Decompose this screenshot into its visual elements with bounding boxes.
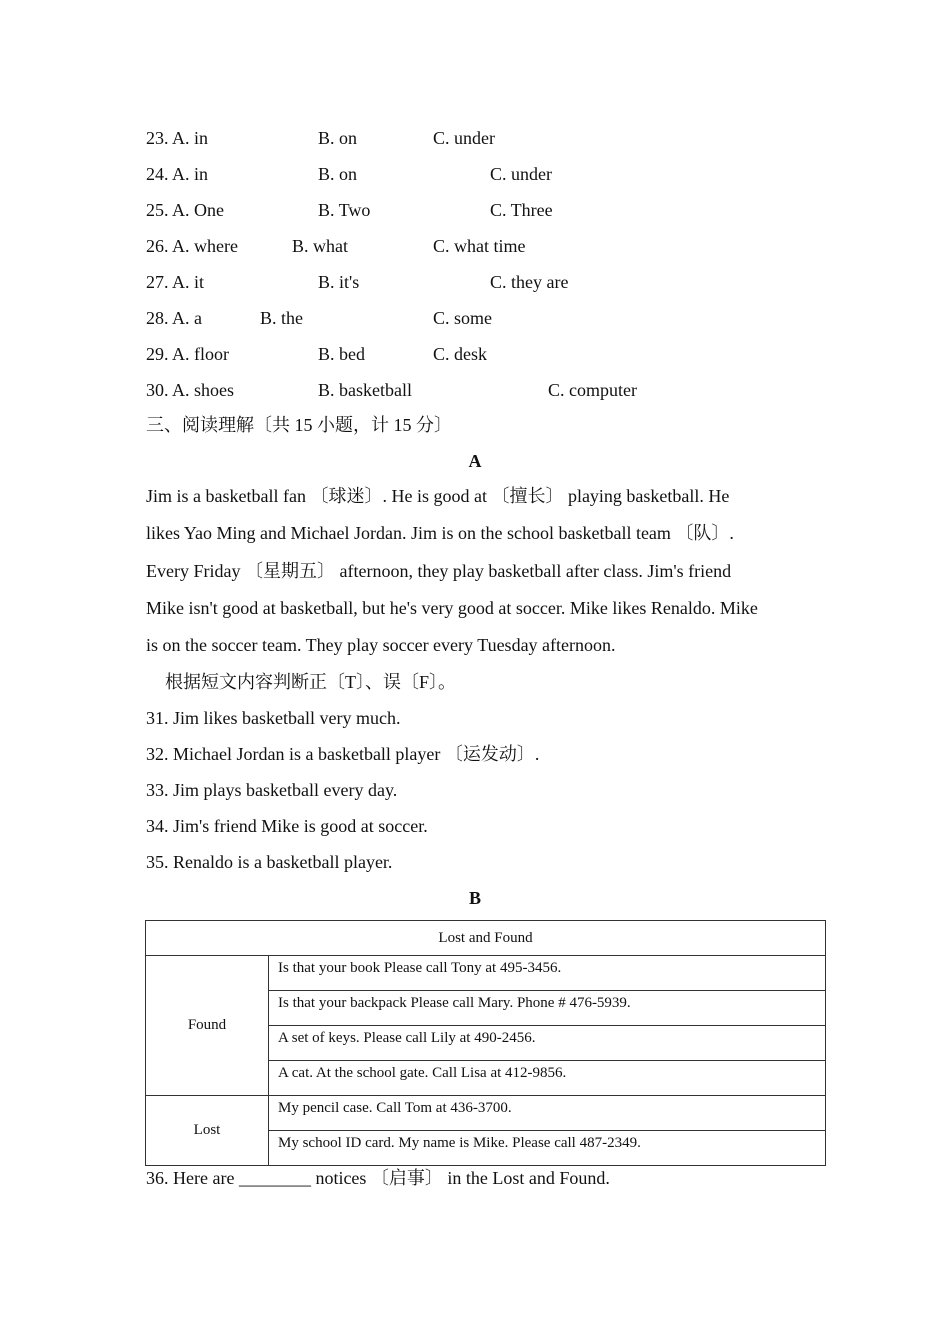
lost-item: My school ID card. My name is Mike. Please call 487-2349. (269, 1131, 826, 1166)
question-36: 36. Here are ________ notices 〔启事〕 in the Lost and Found. (146, 1168, 610, 1188)
true-false-instruction: 根据短文内容判断正〔T〕、误〔F〕。 (165, 672, 457, 692)
question-28-option-c: C. some (433, 308, 493, 328)
question-28-option-a: 28. A. a (146, 308, 203, 328)
question-27-option-c: C. they are (490, 272, 569, 292)
statement-35: 35. Renaldo is a basketball player. (146, 852, 393, 872)
question-29-option-a: 29. A. floor (146, 344, 230, 364)
found-item: A set of keys. Please call Lily at 490-2456. (269, 1026, 826, 1061)
passage-a-line: Every Friday 〔星期五〕 afternoon, they play basketball after class. Jim's friend (146, 560, 732, 581)
question-26-option-b: B. what (292, 236, 348, 256)
lost-label: Lost (146, 1096, 269, 1166)
question-23-option-a: 23. A. in (146, 128, 209, 148)
question-26-option-c: C. what time (433, 236, 526, 256)
question-24-option-b: B. on (318, 164, 358, 184)
found-item: Is that your book Please call Tony at 495-3456. (269, 956, 826, 991)
passage-a-line: Mike isn't good at basketball, but he's very good at soccer. Mike likes Renaldo. Mike (146, 597, 758, 618)
question-23-option-b: B. on (318, 128, 358, 148)
question-28-option-b: B. the (260, 308, 303, 328)
question-27-option-a: 27. A. it (146, 272, 205, 292)
question-30-option-c: C. computer (548, 380, 637, 400)
question-30-option-b: B. basketball (318, 380, 412, 400)
statement-31: 31. Jim likes basketball very much. (146, 708, 401, 728)
table-title: Lost and Found (146, 921, 826, 956)
statement-32: 32. Michael Jordan is a basketball player 〔运发动〕. (146, 744, 540, 764)
question-25-option-b: B. Two (318, 200, 371, 220)
passage-a-line: likes Yao Ming and Michael Jordan. Jim is on the school basketball team 〔队〕. (146, 523, 734, 544)
lost-item: My pencil case. Call Tom at 436-3700. (269, 1096, 826, 1131)
question-29-option-c: C. desk (433, 344, 487, 364)
found-item: Is that your backpack Please call Mary. Phone # 476-5939. (269, 991, 826, 1026)
question-25-option-c: C. Three (490, 200, 553, 220)
section-3-title: 三、阅读理解〔共 15 小题，计 15 分〕 (146, 415, 452, 435)
passage-b-label: B (468, 888, 481, 908)
question-25-option-a: 25. A. One (146, 200, 225, 220)
passage-a-label: A (468, 451, 482, 471)
statement-33: 33. Jim plays basketball every day. (146, 780, 398, 800)
question-23-option-c: C. under (433, 128, 495, 148)
passage-a-text (146, 478, 826, 664)
question-24-option-c: C. under (490, 164, 552, 184)
found-item: A cat. At the school gate. Call Lisa at 412-9856. (269, 1061, 826, 1096)
passage-a-line: is on the soccer team. They play soccer every Tuesday afternoon. (146, 635, 616, 656)
statement-34: 34. Jim's friend Mike is good at soccer. (146, 816, 428, 836)
question-30-option-a: 30. A. shoes (146, 380, 235, 400)
question-26-option-a: 26. A. where (146, 236, 238, 256)
passage-a-line: Jim is a basketball fan 〔球迷〕. He is good at 〔擅长〕 playing basketball. He (146, 486, 730, 506)
lost-and-found-table (145, 920, 826, 1166)
question-24-option-a: 24. A. in (146, 164, 209, 184)
question-27-option-b: B. it's (318, 272, 360, 292)
question-29-option-b: B. bed (318, 344, 365, 364)
found-label: Found (146, 956, 269, 1096)
